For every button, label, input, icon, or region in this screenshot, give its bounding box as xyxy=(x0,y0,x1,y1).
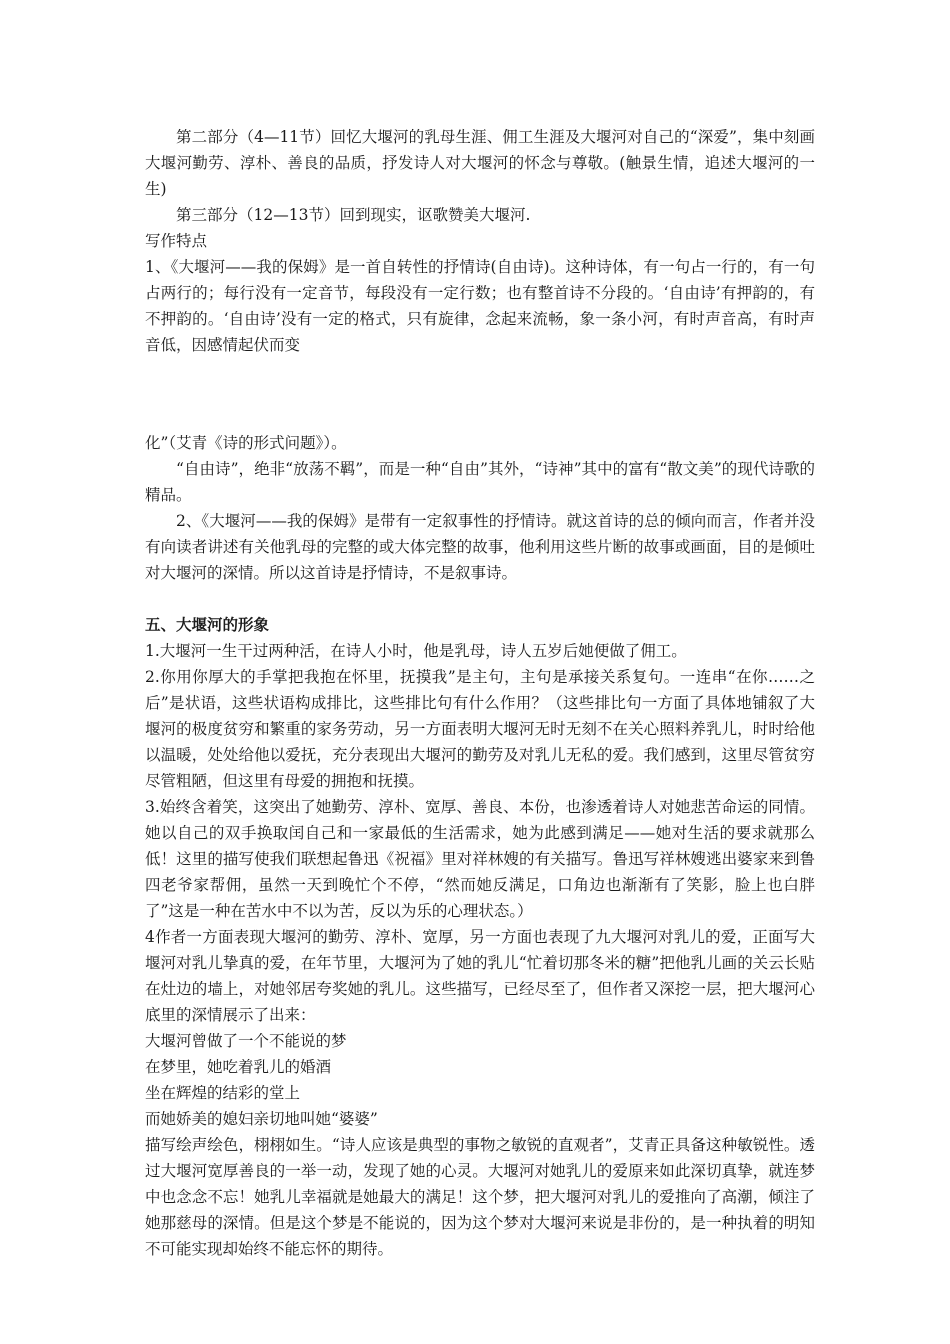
heading-writing-features: 写作特点 xyxy=(145,232,208,250)
page-gap xyxy=(145,358,815,430)
list-item-4: 4作者一方面表现大堰河的勤劳、淳朴、宽厚，另一方面也表现了九大堰河对乳儿的爱，正面写大堰河对乳儿挚真的爱，在年节里，大堰河为了她的乳儿“忙着切那冬米的糖”把他乳儿画的关云长贴在灶边的墙上，对她邻居夸奖她的乳儿。这些描写，已经尽至了，但作者又深挖一层，把大堰河心底里的深情展示了出来： xyxy=(145,928,815,1024)
poem-line-1: 大堰河曾做了一个不能说的梦 xyxy=(145,1032,347,1050)
paragraph-part-two: 第二部分（4—11节）回忆大堰河的乳母生涯、佣工生涯及大堰河对自己的“深爱”，集中刻画大堰河勤劳、淳朴、善良的品质，抒发诗人对大堰河的怀念与尊敬。(触景生情，追述大堰河的一生) xyxy=(145,128,815,198)
list-item-1: 1.大堰河一生干过两种活，在诗人小时，他是乳母，诗人五岁后她便做了佣工。 xyxy=(145,642,687,660)
paragraph-part-three: 第三部分（12—13节）回到现实，讴歌赞美大堰河. xyxy=(176,206,531,224)
paragraph-feature-two: 2、《大堰河——我的保姆》是带有一定叙事性的抒情诗。就这首诗的总的倾向而言，作者并没有向读者讲述有关他乳母的完整的或大体完整的故事，他利用这些片断的故事或画面，目的是倾吐对大堰河的深情。所以这首诗是抒情诗，不是叙事诗。 xyxy=(145,512,815,582)
paragraph-feature-one: 1、《大堰河——我的保姆》是一首自转性的抒情诗(自由诗)。这种诗体，有一句占一行的，有一句占两行的；每行没有一定音节，每段没有一定行数；也有整首诗不分段的。‘自由诗’有押韵的，有不押韵的。‘自由诗’没有一定的格式，只有旋律，念起来流畅，象一条小河，有时声音高，有时声音低，因感情起伏而变 xyxy=(145,258,815,354)
poem-line-2: 在梦里，她吃着乳儿的婚酒 xyxy=(145,1058,332,1076)
poem-line-4: 而她娇美的媳妇亲切地叫她“婆婆” xyxy=(145,1110,378,1128)
section-heading-image: 五、大堰河的形象 xyxy=(145,615,270,634)
paragraph-free-verse: “自由诗”，绝非“放荡不羁”，而是一种“自由”其外，“诗神”其中的富有“散文美”的现代诗歌的精品。 xyxy=(145,460,815,504)
section-gap xyxy=(145,586,815,612)
paragraph-citation: 化”（艾青《诗的形式问题》）。 xyxy=(145,434,347,452)
paragraph-closing: 描写绘声绘色，栩栩如生。“诗人应该是典型的事物之敏锐的直观者”，艾青正具备这种敏锐性。透过大堰河宽厚善良的一举一动，发现了她的心灵。大堰河对她乳儿的爱原来如此深切真挚，就连梦中也念念不忘！她乳儿幸福就是她最大的满足！这个梦，把大堰河对乳儿的爱推向了高潮，倾注了她那慈母的深情。但是这个梦是不能说的，因为这个梦对大堰河来说是非份的，是一种执着的明知不可能实现却始终不能忘怀的期待。 xyxy=(145,1136,815,1258)
list-item-2: 2.你用你厚大的手掌把我抱在怀里，抚摸我”是主句，主句是承接关系复句。一连串“在你……之后”是状语，这些状语构成排比，这些排比句有什么作用？（这些排比句一方面了具体地铺叙了大堰河的极度贫穷和繁重的家务劳动，另一方面表明大堰河无时无刻不在关心照料养乳儿，时时给他以温暖，处处给他以爱抚，充分表现出大堰河的勤劳及对乳儿无私的爱。我们感到，这里尽管贫穷尽管粗陋，但这里有母爱的拥抱和抚摸。 xyxy=(145,668,815,790)
list-item-3: 3.始终含着笑，这突出了她勤劳、淳朴、宽厚、善良、本份，也渗透着诗人对她悲苦命运的同情。她以自己的双手换取闰自己和一家最低的生活需求，她为此感到满足——她对生活的要求就那么低！这里的描写使我们联想起鲁迅《祝福》里对祥林嫂的有关描写。鲁迅写祥林嫂逃出婆家来到鲁四老爷家帮佣，虽然一天到晚忙个不停，“然而她反满足，口角边也渐渐有了笑影，脸上也白胖了”这是一种在苦水中不以为苦，反以为乐的心理状态。） xyxy=(145,798,815,920)
poem-line-3: 坐在辉煌的结彩的堂上 xyxy=(145,1084,301,1102)
document-page xyxy=(145,124,815,1262)
